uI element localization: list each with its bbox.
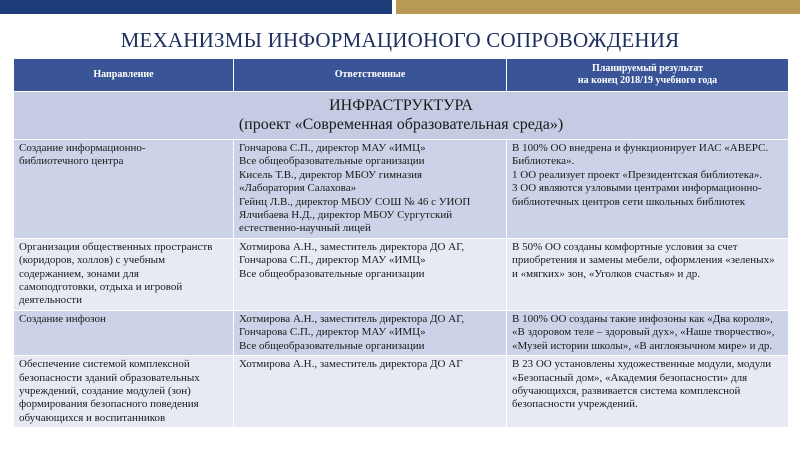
cell-line: Хотмирова А.Н., заместитель директора ДО АГ [239, 358, 463, 371]
header-result-line: Планируемый результат [591, 63, 704, 74]
cell-line: самоподготовки, отдыха и игровой [19, 281, 183, 294]
cell-result [507, 140, 789, 239]
cell-line: «В здоровом теле – здоровый дух», «Наше творчество», [512, 326, 775, 339]
table-row [14, 140, 789, 239]
cell-line: и «мягких» зон, «Уголков счастья» и др. [512, 267, 701, 280]
cell-line: содержанием, зонами для [19, 267, 139, 280]
table-row [14, 310, 789, 355]
cell-responsible [234, 140, 507, 239]
cell-line: Обеспечение системой комплексной [19, 358, 190, 371]
cell-line: «Лаборатория Салахова» [239, 182, 357, 195]
cell-direction [14, 140, 234, 239]
header-band-divider [392, 0, 396, 14]
cell-line: Ялчибаева Н.Д., директор МБОУ Сургутский [239, 209, 453, 222]
cell-responsible [234, 238, 507, 310]
cell-line: обучающихся, развивается система комплексной [512, 384, 741, 397]
cell-result [507, 356, 789, 428]
cell-line: учреждений, создание модулей (зон) [19, 384, 191, 397]
cell-line: «Безопасный дом», «Академия безопасности» для [512, 371, 748, 384]
cell-line: В 100% ОО созданы такие инфозоны как «Два короля», [512, 312, 773, 325]
cell-line: Все общеобразовательные организации [239, 155, 425, 168]
section-title: ИНФРАСТРУКТУРА [329, 97, 473, 114]
cell-line: формирования безопасного поведения [19, 398, 199, 411]
cell-line: Гончарова С.П., директор МАУ «ИМЦ» [239, 254, 426, 267]
cell-direction [14, 238, 234, 310]
cell-result [507, 310, 789, 355]
cell-line: Гончарова С.П., директор МАУ «ИМЦ» [239, 326, 426, 339]
header-band-blue [0, 0, 395, 14]
cell-line: «Музей истории школы», «В англоязычном мире» и др. [512, 339, 773, 352]
header-direction: Направление [14, 59, 234, 92]
cell-line: 1 ОО реализует проект «Президентская библиотека». [512, 168, 763, 181]
cell-line: Гончарова С.П., директор МАУ «ИМЦ» [239, 142, 426, 154]
cell-line: Создание информационно- [19, 142, 146, 154]
cell-responsible [234, 356, 507, 428]
header-responsible: Ответственные [234, 59, 507, 92]
cell-direction [14, 356, 234, 428]
cell-line: безопасности учреждений. [512, 398, 638, 411]
cell-responsible [234, 310, 507, 355]
cell-line: Хотмирова А.Н., заместитель директора ДО АГ, [239, 240, 465, 253]
cell-line: библиотечных центров сети школьных библиотек [512, 195, 746, 208]
cell-result [507, 238, 789, 310]
cell-line: обучающихся и воспитанников [19, 411, 166, 424]
cell-line: приобретения и замены мебели, оформления «зеленых» [512, 254, 775, 267]
table-header-row [14, 59, 789, 92]
cell-line: В 23 ОО установлены художественные модули, модули [512, 358, 772, 371]
cell-line: Все общеобразовательные организации [239, 267, 425, 280]
header-result [507, 59, 789, 92]
cell-line: В 50% ОО созданы комфортные условия за счет [512, 240, 738, 253]
section-row [14, 92, 789, 140]
cell-line: библиотечного центра [19, 155, 124, 168]
cell-line: Создание инфозон [19, 312, 106, 325]
mechanisms-table [13, 58, 789, 428]
cell-line: (коридоров, холлов) с учебным [19, 254, 166, 267]
table-row [14, 238, 789, 310]
page-title: МЕХАНИЗМЫ ИНФОРМАЦИОНОГО СОПРОВОЖДЕНИЯ [120, 28, 680, 52]
cell-line: Библиотека». [512, 155, 575, 168]
cell-line: деятельности [19, 294, 82, 307]
cell-line: В 100% ОО внедрена и функционирует ИАС «АВЕРС. [512, 142, 769, 154]
cell-line: Хотмирова А.Н., заместитель директора ДО АГ, [239, 312, 465, 325]
header-result-line: на конец 2018/19 учебного года [577, 75, 718, 86]
header-band-gold [395, 0, 800, 14]
cell-line: Гейнц Л.В., директор МБОУ СОШ № 46 с УИОП [239, 195, 471, 208]
cell-line: Кисель Т.В., директор МБОУ гимназия [239, 168, 423, 181]
cell-line: Все общеобразовательные организации [239, 339, 425, 352]
section-cell [14, 92, 789, 140]
table-row [14, 356, 789, 428]
cell-line: Организация общественных пространств [19, 240, 213, 253]
cell-line: 3 ОО являются узловыми центрами информационно- [512, 182, 762, 195]
cell-line: естественно-научный лицей [239, 222, 371, 235]
cell-direction [14, 310, 234, 355]
cell-line: безопасности зданий образовательных [19, 371, 200, 384]
section-subtitle: (проект «Современная образовательная среда») [238, 116, 564, 133]
